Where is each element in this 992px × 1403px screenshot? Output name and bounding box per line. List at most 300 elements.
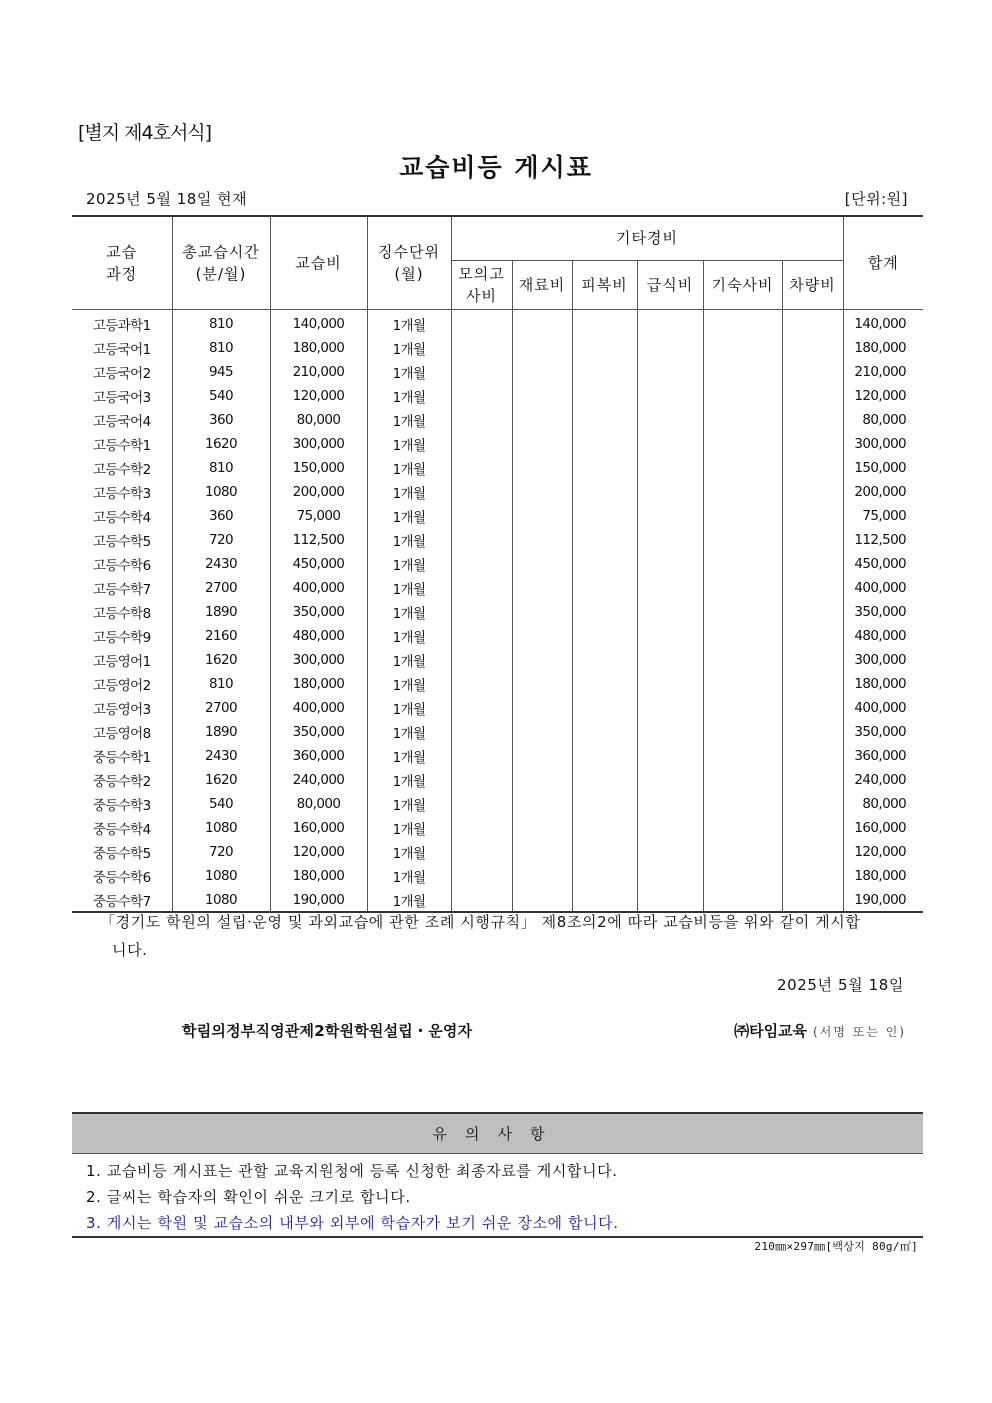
cell-vehicle-fee: [782, 816, 843, 840]
cell-billing-unit: 1개월: [367, 576, 451, 600]
cell-material-fee: [512, 384, 572, 408]
cell-minutes: 1890: [172, 600, 270, 624]
cell-dorm-fee: [703, 840, 782, 864]
cell-meal-fee: [637, 816, 703, 840]
cell-dorm-fee: [703, 384, 782, 408]
table-row: [72, 432, 923, 456]
cell-material-fee: [512, 744, 572, 768]
cell-total: 450,000: [843, 552, 923, 576]
cell-total: 180,000: [843, 864, 923, 888]
header-uniform-fee: 피복비: [572, 260, 637, 309]
cell-fee: 190,000: [270, 888, 367, 912]
cell-vehicle-fee: [782, 384, 843, 408]
form-label: [별지 제4호서식]: [78, 122, 212, 144]
table-row: [72, 336, 923, 360]
cell-dorm-fee: [703, 720, 782, 744]
cell-billing-unit: 1개월: [367, 384, 451, 408]
cell-fee: 450,000: [270, 552, 367, 576]
cell-mock-exam-fee: [451, 552, 512, 576]
cell-billing-unit: 1개월: [367, 528, 451, 552]
cell-minutes: 810: [172, 672, 270, 696]
cell-total: 150,000: [843, 456, 923, 480]
cell-uniform-fee: [572, 600, 637, 624]
cell-course: 중등수학7: [72, 888, 172, 912]
cell-minutes: 2430: [172, 552, 270, 576]
cell-total: 120,000: [843, 384, 923, 408]
cell-minutes: 1080: [172, 888, 270, 912]
cell-meal-fee: [637, 528, 703, 552]
cell-fee: 480,000: [270, 624, 367, 648]
cell-minutes: 2700: [172, 696, 270, 720]
cell-dorm-fee: [703, 528, 782, 552]
table-row: [72, 816, 923, 840]
cell-billing-unit: 1개월: [367, 648, 451, 672]
header-meal-fee: 급식비: [637, 260, 703, 309]
cell-mock-exam-fee: [451, 720, 512, 744]
cell-total: 360,000: [843, 744, 923, 768]
cell-billing-unit: 1개월: [367, 816, 451, 840]
cell-fee: 112,500: [270, 528, 367, 552]
cell-mock-exam-fee: [451, 456, 512, 480]
cell-vehicle-fee: [782, 864, 843, 888]
cell-mock-exam-fee: [451, 432, 512, 456]
cell-uniform-fee: [572, 720, 637, 744]
cell-minutes: 810: [172, 309, 270, 336]
cell-material-fee: [512, 672, 572, 696]
cell-dorm-fee: [703, 864, 782, 888]
cell-dorm-fee: [703, 816, 782, 840]
cell-total: 80,000: [843, 408, 923, 432]
cell-minutes: 810: [172, 456, 270, 480]
cell-vehicle-fee: [782, 408, 843, 432]
cell-mock-exam-fee: [451, 384, 512, 408]
cell-vehicle-fee: [782, 456, 843, 480]
cell-minutes: 1080: [172, 816, 270, 840]
cell-meal-fee: [637, 360, 703, 384]
cell-vehicle-fee: [782, 432, 843, 456]
note-item: 1. 교습비등 게시표는 관할 교육지원청에 등록 신청한 최종자료를 게시합니다.: [86, 1162, 618, 1180]
cell-fee: 150,000: [270, 456, 367, 480]
cell-fee: 180,000: [270, 864, 367, 888]
table-row: [72, 456, 923, 480]
cell-billing-unit: 1개월: [367, 408, 451, 432]
cell-vehicle-fee: [782, 720, 843, 744]
cell-billing-unit: 1개월: [367, 600, 451, 624]
cell-fee: 210,000: [270, 360, 367, 384]
cell-meal-fee: [637, 504, 703, 528]
fee-table: [72, 215, 923, 913]
cell-minutes: 1080: [172, 864, 270, 888]
cell-total: 300,000: [843, 432, 923, 456]
cell-vehicle-fee: [782, 840, 843, 864]
cell-fee: 200,000: [270, 480, 367, 504]
table-row: [72, 528, 923, 552]
cell-mock-exam-fee: [451, 768, 512, 792]
table-row: [72, 648, 923, 672]
cell-vehicle-fee: [782, 576, 843, 600]
table-row: [72, 576, 923, 600]
cell-meal-fee: [637, 672, 703, 696]
cell-meal-fee: [637, 480, 703, 504]
cell-billing-unit: 1개월: [367, 480, 451, 504]
note-item: 2. 글씨는 학습자의 확인이 쉬운 크기로 합니다.: [86, 1188, 411, 1206]
cell-fee: 300,000: [270, 432, 367, 456]
cell-vehicle-fee: [782, 696, 843, 720]
cell-fee: 400,000: [270, 576, 367, 600]
cell-course: 고등국어1: [72, 336, 172, 360]
table-row: [72, 309, 923, 336]
table-row: [72, 360, 923, 384]
cell-course: 고등수학4: [72, 504, 172, 528]
cell-mock-exam-fee: [451, 528, 512, 552]
cell-material-fee: [512, 648, 572, 672]
cell-meal-fee: [637, 456, 703, 480]
cell-meal-fee: [637, 720, 703, 744]
cell-total: 350,000: [843, 600, 923, 624]
cell-uniform-fee: [572, 384, 637, 408]
cell-minutes: 540: [172, 792, 270, 816]
cell-fee: 300,000: [270, 648, 367, 672]
cell-minutes: 1620: [172, 648, 270, 672]
cell-material-fee: [512, 360, 572, 384]
cell-mock-exam-fee: [451, 504, 512, 528]
cell-material-fee: [512, 432, 572, 456]
cell-dorm-fee: [703, 744, 782, 768]
cell-uniform-fee: [572, 792, 637, 816]
cell-uniform-fee: [572, 696, 637, 720]
cell-uniform-fee: [572, 840, 637, 864]
cell-minutes: 945: [172, 360, 270, 384]
signature-note: (서명 또는 인): [813, 1025, 906, 1039]
cell-meal-fee: [637, 744, 703, 768]
cell-course: 고등영어2: [72, 672, 172, 696]
cell-meal-fee: [637, 840, 703, 864]
cell-vehicle-fee: [782, 480, 843, 504]
cell-mock-exam-fee: [451, 336, 512, 360]
cell-course: 고등수학6: [72, 552, 172, 576]
cell-billing-unit: 1개월: [367, 360, 451, 384]
cell-course: 고등과학1: [72, 309, 172, 336]
cell-minutes: 1080: [172, 480, 270, 504]
cell-dorm-fee: [703, 456, 782, 480]
table-row: [72, 384, 923, 408]
legal-notice-line1: 「경기도 학원의 설립·운영 및 과외교습에 관한 조례 시행규칙」 제8조의2에 따라 교습비등을 위와 같이 게시합: [100, 913, 861, 931]
cell-total: 350,000: [843, 720, 923, 744]
cell-dorm-fee: [703, 480, 782, 504]
table-row: [72, 624, 923, 648]
cell-mock-exam-fee: [451, 816, 512, 840]
cell-mock-exam-fee: [451, 480, 512, 504]
cell-mock-exam-fee: [451, 408, 512, 432]
cell-minutes: 360: [172, 408, 270, 432]
posting-date: 2025년 5월 18일: [776, 976, 904, 994]
cell-course: 고등수학3: [72, 480, 172, 504]
cell-fee: 80,000: [270, 792, 367, 816]
cell-billing-unit: 1개월: [367, 336, 451, 360]
header-total: 합계: [843, 216, 923, 309]
table-row: [72, 720, 923, 744]
cell-vehicle-fee: [782, 360, 843, 384]
cell-course: 고등국어2: [72, 360, 172, 384]
cell-dorm-fee: [703, 600, 782, 624]
cell-uniform-fee: [572, 864, 637, 888]
cell-course: 고등수학8: [72, 600, 172, 624]
header-fee: 교습비: [270, 216, 367, 309]
header-total-minutes: 총교습시간 (분/월): [172, 216, 270, 309]
legal-notice-line2: 니다.: [112, 941, 148, 959]
cell-fee: 80,000: [270, 408, 367, 432]
header-dorm-fee: 기숙사비: [703, 260, 782, 309]
cell-uniform-fee: [572, 624, 637, 648]
cell-material-fee: [512, 528, 572, 552]
cell-material-fee: [512, 696, 572, 720]
cell-billing-unit: 1개월: [367, 309, 451, 336]
cell-minutes: 1620: [172, 432, 270, 456]
cell-meal-fee: [637, 576, 703, 600]
cell-material-fee: [512, 816, 572, 840]
cell-course: 중등수학6: [72, 864, 172, 888]
header-mock-exam-fee: 모의고 사비: [451, 260, 512, 309]
table-row: [72, 768, 923, 792]
cell-uniform-fee: [572, 648, 637, 672]
cell-uniform-fee: [572, 816, 637, 840]
cell-meal-fee: [637, 648, 703, 672]
cell-dorm-fee: [703, 696, 782, 720]
cell-course: 중등수학5: [72, 840, 172, 864]
cell-total: 180,000: [843, 672, 923, 696]
table-row: [72, 672, 923, 696]
table-row: [72, 840, 923, 864]
cell-course: 고등수학1: [72, 432, 172, 456]
cell-dorm-fee: [703, 360, 782, 384]
cell-minutes: 2700: [172, 576, 270, 600]
cell-vehicle-fee: [782, 624, 843, 648]
cell-total: 140,000: [843, 309, 923, 336]
cell-mock-exam-fee: [451, 576, 512, 600]
cell-dorm-fee: [703, 504, 782, 528]
cell-course: 고등영어8: [72, 720, 172, 744]
cell-minutes: 720: [172, 840, 270, 864]
cell-dorm-fee: [703, 309, 782, 336]
cell-meal-fee: [637, 792, 703, 816]
cell-billing-unit: 1개월: [367, 432, 451, 456]
cell-fee: 140,000: [270, 309, 367, 336]
cell-fee: 180,000: [270, 336, 367, 360]
fee-table-body: [72, 309, 923, 912]
cell-mock-exam-fee: [451, 309, 512, 336]
cell-material-fee: [512, 552, 572, 576]
cell-billing-unit: 1개월: [367, 456, 451, 480]
table-row: [72, 408, 923, 432]
company-signature: [734, 1020, 906, 1041]
cell-vehicle-fee: [782, 309, 843, 336]
cell-fee: 120,000: [270, 840, 367, 864]
cell-course: 중등수학1: [72, 744, 172, 768]
table-row: [72, 696, 923, 720]
cell-total: 300,000: [843, 648, 923, 672]
cell-uniform-fee: [572, 552, 637, 576]
header-material-fee: 재료비: [512, 260, 572, 309]
company-name: ㈜타임교육: [734, 1022, 808, 1040]
cell-billing-unit: 1개월: [367, 744, 451, 768]
cell-mock-exam-fee: [451, 600, 512, 624]
cell-vehicle-fee: [782, 600, 843, 624]
cell-material-fee: [512, 504, 572, 528]
cell-dorm-fee: [703, 624, 782, 648]
cell-minutes: 810: [172, 336, 270, 360]
cell-mock-exam-fee: [451, 864, 512, 888]
cell-total: 400,000: [843, 576, 923, 600]
cell-uniform-fee: [572, 336, 637, 360]
cell-uniform-fee: [572, 768, 637, 792]
cell-vehicle-fee: [782, 552, 843, 576]
cell-fee: 75,000: [270, 504, 367, 528]
cell-total: 75,000: [843, 504, 923, 528]
cell-billing-unit: 1개월: [367, 720, 451, 744]
cell-material-fee: [512, 480, 572, 504]
table-row: [72, 864, 923, 888]
cell-uniform-fee: [572, 504, 637, 528]
table-row: [72, 600, 923, 624]
cell-minutes: 360: [172, 504, 270, 528]
cell-meal-fee: [637, 552, 703, 576]
cell-vehicle-fee: [782, 768, 843, 792]
note-item: 3. 게시는 학원 및 교습소의 내부와 외부에 학습자가 보기 쉬운 장소에 합니다.: [86, 1214, 619, 1232]
cell-total: 400,000: [843, 696, 923, 720]
cell-minutes: 2430: [172, 744, 270, 768]
table-row: [72, 792, 923, 816]
cell-course: 중등수학4: [72, 816, 172, 840]
cell-mock-exam-fee: [451, 744, 512, 768]
cell-uniform-fee: [572, 360, 637, 384]
cell-uniform-fee: [572, 432, 637, 456]
cell-vehicle-fee: [782, 336, 843, 360]
cell-mock-exam-fee: [451, 672, 512, 696]
cell-fee: 160,000: [270, 816, 367, 840]
table-row: [72, 504, 923, 528]
cell-meal-fee: [637, 696, 703, 720]
cell-billing-unit: 1개월: [367, 768, 451, 792]
cell-meal-fee: [637, 624, 703, 648]
cell-meal-fee: [637, 408, 703, 432]
cell-mock-exam-fee: [451, 360, 512, 384]
cell-dorm-fee: [703, 432, 782, 456]
cell-billing-unit: 1개월: [367, 888, 451, 912]
cell-uniform-fee: [572, 309, 637, 336]
cell-fee: 400,000: [270, 696, 367, 720]
cell-mock-exam-fee: [451, 696, 512, 720]
cell-meal-fee: [637, 384, 703, 408]
notes-box: [72, 1112, 923, 1238]
cell-material-fee: [512, 768, 572, 792]
table-row: [72, 744, 923, 768]
cell-material-fee: [512, 624, 572, 648]
cell-vehicle-fee: [782, 648, 843, 672]
cell-uniform-fee: [572, 672, 637, 696]
cell-vehicle-fee: [782, 504, 843, 528]
cell-material-fee: [512, 456, 572, 480]
cell-fee: 360,000: [270, 744, 367, 768]
cell-total: 160,000: [843, 816, 923, 840]
cell-minutes: 1620: [172, 768, 270, 792]
cell-total: 480,000: [843, 624, 923, 648]
cell-vehicle-fee: [782, 672, 843, 696]
cell-dorm-fee: [703, 336, 782, 360]
header-vehicle-fee: 차량비: [782, 260, 843, 309]
cell-dorm-fee: [703, 552, 782, 576]
cell-fee: 120,000: [270, 384, 367, 408]
cell-fee: 240,000: [270, 768, 367, 792]
cell-dorm-fee: [703, 672, 782, 696]
cell-material-fee: [512, 336, 572, 360]
cell-meal-fee: [637, 768, 703, 792]
cell-uniform-fee: [572, 456, 637, 480]
cell-uniform-fee: [572, 576, 637, 600]
header-other-expenses: 기타경비: [451, 216, 843, 260]
cell-meal-fee: [637, 600, 703, 624]
table-row: [72, 552, 923, 576]
cell-meal-fee: [637, 864, 703, 888]
founder-operator-title: 학림의정부직영관제2학원학원설립・운영자: [182, 1022, 473, 1040]
cell-material-fee: [512, 792, 572, 816]
notes-heading: 유의사항: [72, 1114, 923, 1154]
cell-uniform-fee: [572, 528, 637, 552]
header-course: 교습 과정: [72, 216, 172, 309]
cell-billing-unit: 1개월: [367, 696, 451, 720]
cell-dorm-fee: [703, 408, 782, 432]
cell-total: 190,000: [843, 888, 923, 912]
cell-course: 고등수학5: [72, 528, 172, 552]
cell-billing-unit: 1개월: [367, 672, 451, 696]
cell-material-fee: [512, 720, 572, 744]
cell-meal-fee: [637, 309, 703, 336]
cell-mock-exam-fee: [451, 792, 512, 816]
cell-material-fee: [512, 600, 572, 624]
cell-minutes: 1890: [172, 720, 270, 744]
cell-total: 180,000: [843, 336, 923, 360]
cell-vehicle-fee: [782, 744, 843, 768]
cell-fee: 350,000: [270, 600, 367, 624]
cell-uniform-fee: [572, 480, 637, 504]
cell-billing-unit: 1개월: [367, 840, 451, 864]
cell-minutes: 540: [172, 384, 270, 408]
cell-dorm-fee: [703, 648, 782, 672]
cell-mock-exam-fee: [451, 840, 512, 864]
table-row: [72, 480, 923, 504]
cell-course: 고등수학7: [72, 576, 172, 600]
unit-label: [단위:원]: [844, 190, 908, 208]
cell-billing-unit: 1개월: [367, 504, 451, 528]
cell-total: 200,000: [843, 480, 923, 504]
cell-minutes: 2160: [172, 624, 270, 648]
cell-dorm-fee: [703, 792, 782, 816]
cell-billing-unit: 1개월: [367, 624, 451, 648]
cell-course: 중등수학3: [72, 792, 172, 816]
notes-list: [72, 1154, 923, 1238]
cell-course: 고등수학9: [72, 624, 172, 648]
cell-total: 120,000: [843, 840, 923, 864]
cell-mock-exam-fee: [451, 648, 512, 672]
cell-uniform-fee: [572, 408, 637, 432]
cell-total: 210,000: [843, 360, 923, 384]
cell-material-fee: [512, 840, 572, 864]
paper-spec: 210㎜×297㎜[백상지 80g/㎡]: [754, 1240, 918, 1253]
cell-billing-unit: 1개월: [367, 864, 451, 888]
cell-total: 240,000: [843, 768, 923, 792]
cell-course: 고등수학2: [72, 456, 172, 480]
cell-total: 80,000: [843, 792, 923, 816]
cell-total: 112,500: [843, 528, 923, 552]
